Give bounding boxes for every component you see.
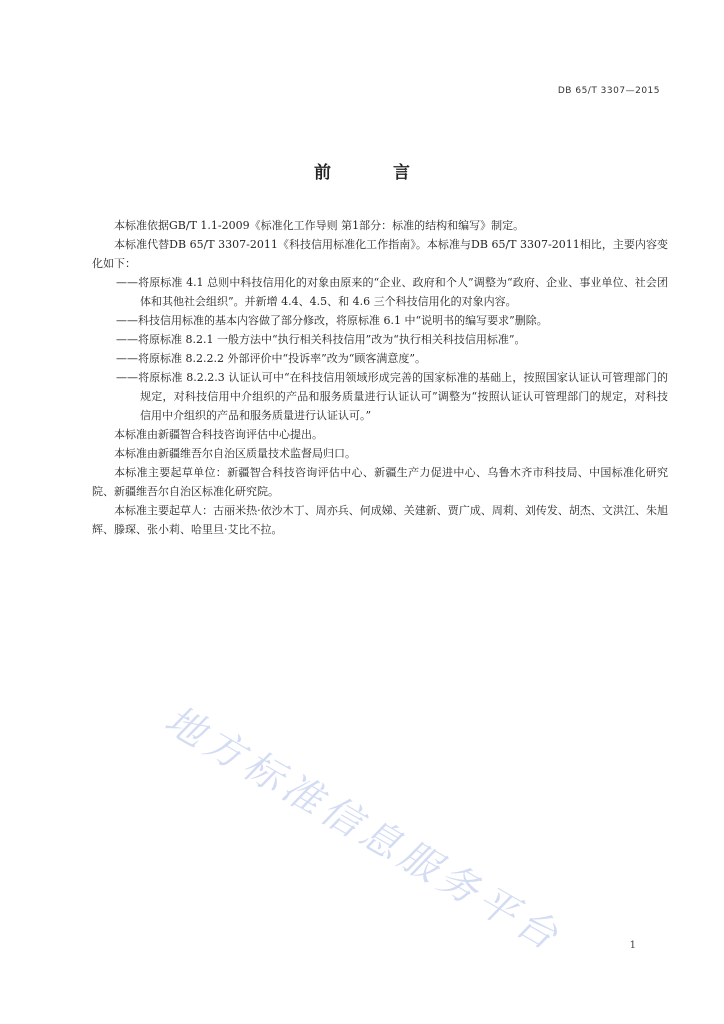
page-title: 前 言 bbox=[314, 163, 438, 183]
change-item: ——将原标准 8.2.1 一般方法中“执行相关科技信用”改为“执行相关科技信用标准”。 bbox=[116, 333, 526, 346]
foreword-body bbox=[92, 216, 668, 539]
paragraph-proposer: 本标准由新疆智合科技咨询评估中心提出。 bbox=[114, 428, 323, 441]
change-item: ——科技信用标准的基本内容做了部分修改，将原标准 6.1 中“说明书的编写要求”删除。 bbox=[116, 314, 548, 327]
page-number: 1 bbox=[629, 940, 636, 951]
change-item: ——将原标准 8.2.2.3 认证认可中“在科技信用领域形成完善的国家标准的基础上，按照国家认证认可管理部门的规定，对科技信用中介组织的产品和服务质量进行认证认可”调整为“按照认证认可管理部门的规定，对科技信用中介组织的产品和服务质量进行认证认可。” bbox=[116, 371, 668, 422]
document-code: DB 65/T 3307—2015 bbox=[557, 86, 660, 96]
change-item: ——将原标准 8.2.2.2 外部评价中“投诉率”改为“顾客满意度”。 bbox=[116, 352, 426, 365]
paragraph-drafters: 本标准主要起草人：古丽米热·依沙木丁、周亦兵、何成娣、关建新、贾广成、周莉、刘传发、胡杰、文洪江、朱旭辉、滕琛、张小莉、哈里旦·艾比不拉。 bbox=[92, 504, 668, 536]
paragraph-drafting-units: 本标准主要起草单位：新疆智合科技咨询评估中心、新疆生产力促进中心、乌鲁木齐市科技局、中国标准化研究院、新疆维吾尔自治区标准化研究院。 bbox=[92, 466, 668, 498]
change-item: ——将原标准 4.1 总则中科技信用化的对象由原来的“企业、政府和个人”调整为“政府、企业、事业单位、社会团体和其他社会组织”。并新增 4.4、4.5、和 4.6 三个科技信用化的对象内容。 bbox=[116, 276, 668, 308]
paragraph-administrator: 本标准由新疆维吾尔自治区质量技术监督局归口。 bbox=[114, 447, 356, 460]
watermark: 地方标准信息服务平台 bbox=[157, 697, 570, 962]
paragraph-replacement: 本标准代替DB 65/T 3307-2011《科技信用标准化工作指南》。本标准与DB 65/T 3307-2011相比，主要内容变化如下： bbox=[92, 238, 668, 270]
paragraph-basis: 本标准依据GB/T 1.1-2009《标准化工作导则 第1部分：标准的结构和编写》制定。 bbox=[114, 219, 525, 232]
